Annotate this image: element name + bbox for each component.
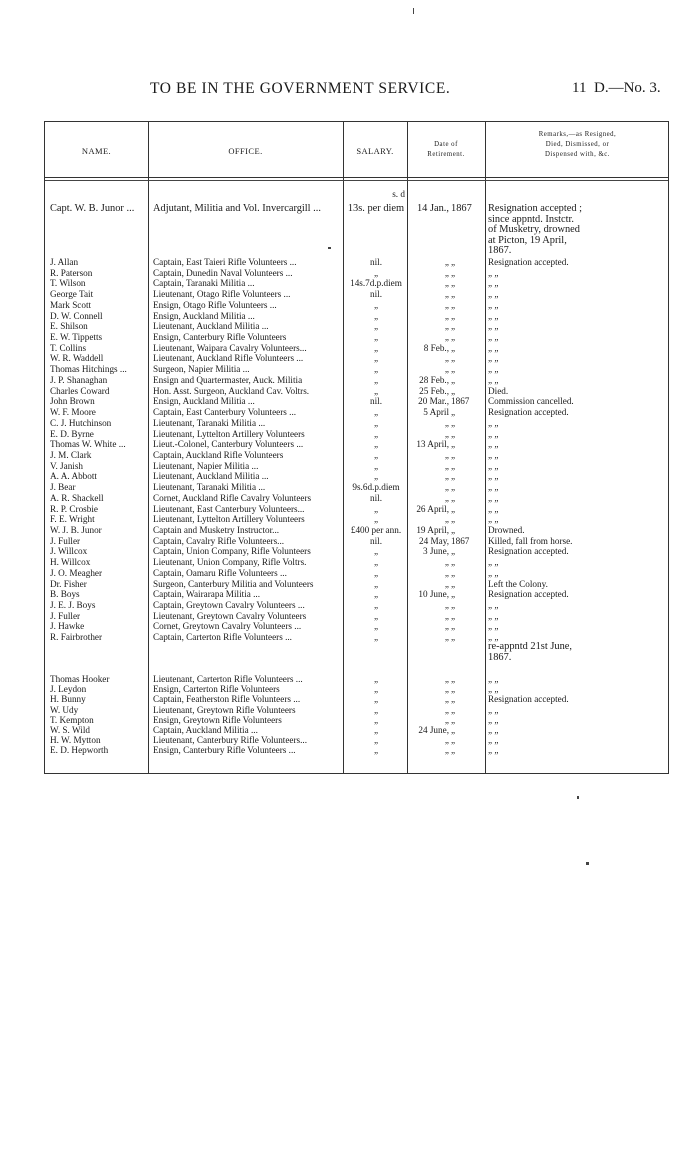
row-office: Lieutenant, Otago Rifle Volunteers ... xyxy=(153,289,291,300)
row-office: Captain, Taranaki Militia ... xyxy=(153,278,255,289)
row-name: J. Leydon xyxy=(50,684,87,695)
row-date-month: „ xyxy=(451,492,456,503)
first-entry-salary: 13s. per diem xyxy=(347,203,405,214)
row-remark: „ „ xyxy=(488,714,499,725)
row-office: Surgeon, Canterbury Militia and Volunteers xyxy=(153,578,314,589)
scan-mark xyxy=(586,862,589,865)
row-salary: „ xyxy=(373,674,379,684)
row-date-day: 24 May, xyxy=(418,535,449,546)
row-date-month: „ xyxy=(451,471,456,482)
row-office: Lieutenant, Lyttelton Artillery Volunteers xyxy=(153,514,305,525)
row-date-month: „ xyxy=(451,385,456,396)
row-salary: „ xyxy=(373,735,379,746)
row-name: D. W. Connell xyxy=(50,310,103,321)
row-salary: „ xyxy=(373,321,379,332)
row-date-month: „ xyxy=(451,428,456,439)
row-date-day: „ xyxy=(444,482,449,493)
column-header-salary: SALARY. xyxy=(356,146,394,156)
remark-line: 1867. xyxy=(488,245,512,256)
row-remark: „ „ xyxy=(488,482,499,493)
first-entry-remarks xyxy=(488,204,582,257)
row-date-month: „ xyxy=(451,684,456,695)
row-office: Captain, East Canterbury Volunteers ... xyxy=(153,407,297,418)
row-remark: Left the Colony. xyxy=(488,578,548,589)
row-salary: „ xyxy=(373,567,379,578)
row-date-month: „ xyxy=(451,289,456,300)
row-date-day: „ xyxy=(444,714,449,725)
row-office: Ensign, Otago Rifle Volunteers ... xyxy=(153,299,277,310)
row-salary: „ xyxy=(373,514,379,525)
row-date-day: „ xyxy=(444,567,449,578)
row-salary: „ xyxy=(373,385,379,396)
row-date-month: „ xyxy=(451,735,456,746)
row-office: Ensign, Auckland Militia ... xyxy=(153,396,255,407)
row-name: H. Willcox xyxy=(50,557,91,568)
row-name: J. Bear xyxy=(50,482,76,493)
row-date-month: „ xyxy=(451,632,456,643)
row-office: Lieutenant, Lyttelton Artillery Volunteers xyxy=(153,428,305,439)
remark-line: re-appntd 21st June, xyxy=(488,641,572,653)
row-date-day: „ xyxy=(444,353,449,364)
row-remark: „ „ xyxy=(488,471,499,482)
row-name: J. P. Shanaghan xyxy=(50,374,108,385)
row-date-month: „ xyxy=(451,589,456,600)
row-date-day: „ xyxy=(444,600,449,611)
remark-line: of Musketry, drowned xyxy=(488,224,580,235)
row-date-month: „ xyxy=(451,725,456,735)
column-header-name: NAME. xyxy=(81,146,112,156)
first-entry-day: 14 Jan., xyxy=(416,203,449,214)
row-name: J. Hawke xyxy=(50,621,85,632)
row-date-month: „ xyxy=(451,278,456,289)
row-remark: „ „ xyxy=(488,332,499,343)
row-salary: nil. xyxy=(370,535,382,546)
row-office: Surgeon, Napier Militia ... xyxy=(153,364,250,375)
remark-line: 1867. xyxy=(488,651,512,663)
row-date-day: „ xyxy=(444,332,449,343)
row-remark: „ „ xyxy=(488,428,499,439)
row-date-month: „ xyxy=(451,332,456,343)
row-date-month: „ xyxy=(451,299,456,310)
row-salary: nil. xyxy=(370,492,382,503)
row-salary: nil. xyxy=(370,289,382,300)
page-title: TO BE IN THE GOVERNMENT SERVICE. xyxy=(150,80,451,97)
row-salary: „ xyxy=(373,310,379,321)
row-date-day: 24 June, xyxy=(418,725,449,735)
row-name: B. Boys xyxy=(50,589,80,600)
row-name: R. Paterson xyxy=(50,267,93,278)
row-office: Lieutenant, Canterbury Rifle Volunteers... xyxy=(153,735,308,746)
row-name: J. Fuller xyxy=(50,610,81,621)
row-date-month: „ xyxy=(451,694,456,705)
row-name: Mark Scott xyxy=(50,299,92,310)
row-date-day: „ xyxy=(444,321,449,332)
row-date-month: „ xyxy=(451,321,456,332)
row-office: Lieutenant, Union Company, Rifle Voltrs. xyxy=(153,557,307,568)
row-salary: „ xyxy=(373,417,379,428)
row-date-month: „ xyxy=(451,449,456,460)
row-salary: „ xyxy=(373,299,379,310)
row-salary: „ xyxy=(373,428,379,439)
row-salary: „ xyxy=(373,332,379,343)
row-name: John Brown xyxy=(50,396,95,407)
row-name: Charles Coward xyxy=(50,385,110,396)
row-date-month: „ xyxy=(451,621,456,632)
row-date-day: „ xyxy=(444,578,449,589)
row-salary: „ xyxy=(373,578,379,589)
row-date-day: „ xyxy=(444,694,449,705)
row-salary: nil. xyxy=(370,396,382,407)
row-salary: „ xyxy=(373,546,379,557)
row-office: Lieutenant, Auckland Rifle Volunteers ... xyxy=(153,353,304,364)
row-salary: „ xyxy=(373,342,379,353)
row-date-month: „ xyxy=(451,514,456,525)
row-office: Captain, Featherston Rifle Volunteers ... xyxy=(153,694,301,705)
column-header-remarks-line2: Died, Dismissed, or xyxy=(545,141,610,148)
row-office: Captain, Union Company, Rifle Volunteers xyxy=(153,546,311,557)
row-name: J. Fuller xyxy=(50,535,81,546)
row-date-month: „ xyxy=(451,257,456,267)
row-name: J. Willcox xyxy=(50,546,88,557)
row-salary: „ xyxy=(373,632,379,643)
row-date-month: „ xyxy=(451,745,456,756)
row-office: Captain, Greytown Cavalry Volunteers ... xyxy=(153,600,305,611)
row-remark: Resignation accepted. xyxy=(488,546,569,557)
row-salary: £400 per ann. xyxy=(350,525,402,535)
row-office: Captain and Musketry Instructor... xyxy=(153,525,280,535)
row-date-day: „ xyxy=(444,257,449,267)
row-office: Ensign, Auckland Militia ... xyxy=(153,310,255,321)
row-remark: „ „ xyxy=(488,725,499,735)
row-remark: Resignation accepted. xyxy=(488,407,569,418)
row-date-month: „ xyxy=(451,557,456,568)
row-remark: „ „ xyxy=(488,704,499,715)
row-office: Lieutenant, Greytown Cavalry Volunteers xyxy=(153,610,307,621)
row-remark: „ „ xyxy=(488,503,499,514)
row-date-month: „ xyxy=(451,503,456,514)
row-date-month: „ xyxy=(451,578,456,589)
row-date-day: 13 April, xyxy=(416,439,449,450)
row-date-day: „ xyxy=(444,735,449,746)
row-date-day: „ xyxy=(444,278,449,289)
row-remark: „ „ xyxy=(488,374,499,385)
row-salary: „ xyxy=(373,460,379,471)
row-salary: „ xyxy=(373,684,379,695)
row-name: A. A. Abbott xyxy=(50,471,97,482)
row-remark: „ „ xyxy=(488,735,499,746)
row-name: W. F. Moore xyxy=(50,407,96,418)
row-salary: „ xyxy=(373,694,379,705)
first-entry-name: Capt. W. B. Junor ... xyxy=(50,203,135,214)
row-date-day: 26 April, xyxy=(416,503,449,514)
row-name: W. R. Waddell xyxy=(50,353,104,364)
row-office: Ensign, Canterbury Rifle Volunteers xyxy=(153,332,287,343)
row-name: W. Udy xyxy=(50,704,79,715)
row-office: Captain, Wairarapa Militia ... xyxy=(153,589,261,600)
row-date-day: „ xyxy=(444,557,449,568)
row-date-day: 3 June, xyxy=(422,546,449,557)
row-salary: „ xyxy=(373,557,379,568)
row-office: Lieutenant, Greytown Rifle Volunteers xyxy=(153,704,296,715)
row-remark: „ „ xyxy=(488,353,499,364)
row-date-day: „ xyxy=(444,621,449,632)
row-office: Captain, Oamaru Rifle Volunteers ... xyxy=(153,567,287,578)
row-name: J. E. J. Boys xyxy=(50,600,96,611)
remark-line: since appntd. Instctr. xyxy=(488,213,574,225)
column-header-office: OFFICE. xyxy=(228,146,263,156)
row-salary: „ xyxy=(373,407,379,418)
row-date-month: „ xyxy=(451,460,456,471)
row-name: F. E. Wright xyxy=(50,514,95,525)
row-remark: „ „ xyxy=(488,567,499,578)
row-office: Ensign and Quartermaster, Auck. Militia xyxy=(153,374,303,385)
row-remark: „ „ xyxy=(488,610,499,621)
row-remark: „ „ xyxy=(488,417,499,428)
row-name: T. Wilson xyxy=(50,278,86,289)
row-date-month: „ xyxy=(451,674,456,684)
row-office: Lieut.-Colonel, Canterbury Volunteers ... xyxy=(153,439,304,450)
row-salary: „ xyxy=(373,471,379,482)
row-name: R. P. Crosbie xyxy=(50,503,98,514)
row-remark: Commission cancelled. xyxy=(488,396,574,407)
row-salary: „ xyxy=(373,353,379,364)
row-salary: „ xyxy=(373,439,379,450)
row-date-month: „ xyxy=(451,342,456,353)
row-remark: „ „ xyxy=(488,600,499,611)
row-date-day: „ xyxy=(444,428,449,439)
row-remark: „ „ xyxy=(488,514,499,525)
row-salary: 14s.7d.p.diem xyxy=(350,278,402,289)
column-header-date xyxy=(407,140,485,160)
row-date-day: „ xyxy=(444,492,449,503)
row-name: George Tait xyxy=(50,289,94,300)
row-office: Lieutenant, Carterton Rifle Volunteers ... xyxy=(153,674,303,684)
row-date-day: 5 April xyxy=(423,407,449,418)
page-number: 11 xyxy=(572,80,587,96)
row-name: J. M. Clark xyxy=(50,449,92,460)
row-date-month: „ xyxy=(451,525,456,535)
page-header xyxy=(0,80,700,104)
row-remark: „ „ xyxy=(488,299,499,310)
row-date-day: „ xyxy=(444,449,449,460)
row-salary: nil. xyxy=(370,257,382,267)
fairbrother-remark xyxy=(488,642,572,663)
row-name: T. Kempton xyxy=(50,714,94,725)
row-salary: 9s.6d.p.diem xyxy=(352,482,400,493)
row-remark: „ „ xyxy=(488,621,499,632)
row-date-month: „ xyxy=(451,600,456,611)
row-remark: Died. xyxy=(488,385,509,396)
row-date-day: 25 Feb., xyxy=(419,385,449,396)
row-date-month: „ xyxy=(451,567,456,578)
row-office: Lieutenant, Auckland Militia ... xyxy=(153,471,269,482)
row-date-day: „ xyxy=(444,632,449,643)
row-remark: „ „ xyxy=(488,267,499,278)
row-date-day: „ xyxy=(444,310,449,321)
row-remark: „ „ xyxy=(488,492,499,503)
first-entry-office: Adjutant, Militia and Vol. Invercargill ... xyxy=(153,203,321,214)
row-name: E. D. Byrne xyxy=(50,428,94,439)
row-office: Captain, Cavalry Rifle Volunteers... xyxy=(153,535,285,546)
remark-line: at Picton, 19 April, xyxy=(488,234,567,246)
row-name: A. R. Shackell xyxy=(50,492,104,503)
row-date-month: „ xyxy=(451,407,456,418)
row-office: Lieutenant, Napier Militia ... xyxy=(153,460,259,471)
remark-line: Resignation accepted ; xyxy=(488,203,583,214)
row-name: Thomas W. White ... xyxy=(50,439,126,450)
row-date-day: „ xyxy=(444,267,449,278)
row-date-month: „ xyxy=(451,439,456,450)
row-date-day: 10 June, xyxy=(418,589,449,600)
row-date-month: „ xyxy=(451,364,456,375)
row-name: E. D. Hepworth xyxy=(50,745,109,756)
row-date-month: „ xyxy=(451,610,456,621)
row-office: Cornet, Greytown Cavalry Volunteers ... xyxy=(153,621,302,632)
row-date-day: „ xyxy=(444,514,449,525)
row-name: T. Collins xyxy=(50,342,87,353)
row-date-month: „ xyxy=(451,353,456,364)
row-date-day: 20 Mar., xyxy=(418,396,449,407)
row-salary: „ xyxy=(373,725,379,735)
row-date-month: „ xyxy=(451,267,456,278)
row-date-day: „ xyxy=(444,289,449,300)
column-header-remarks-line3: Dispensed with, &c. xyxy=(544,151,610,158)
row-remark: Resignation accepted. xyxy=(488,257,569,267)
row-name: R. Fairbrother xyxy=(50,632,103,643)
row-name: Thomas Hooker xyxy=(50,674,110,684)
row-remark: Resignation accepted. xyxy=(488,589,569,600)
column-header-date-line1: Date of xyxy=(434,141,458,148)
row-office: Ensign, Canterbury Rifle Volunteers ... xyxy=(153,745,296,756)
document-reference: D.—No. 3. xyxy=(594,80,661,96)
row-remark: Killed, fall from horse. xyxy=(488,535,573,546)
row-date-month: „ xyxy=(451,417,456,428)
row-date-day: 8 Feb., xyxy=(423,342,449,353)
row-date-day: 19 April, xyxy=(416,525,449,535)
row-remark: „ „ xyxy=(488,449,499,460)
row-salary: „ xyxy=(373,610,379,621)
row-remark: „ „ xyxy=(488,364,499,375)
salary-unit-label: s. d xyxy=(392,189,405,199)
row-salary: „ xyxy=(373,589,379,600)
row-remark: „ „ xyxy=(488,321,499,332)
row-date-month: „ xyxy=(451,374,456,385)
row-office: Ensign, Carterton Rifle Volunteers xyxy=(153,684,280,695)
row-salary: „ xyxy=(373,714,379,725)
row-office: Captain, East Taieri Rifle Volunteers ... xyxy=(153,257,297,267)
row-salary: „ xyxy=(373,364,379,375)
row-date-day: „ xyxy=(444,704,449,715)
row-remark: Drowned. xyxy=(488,525,525,535)
row-remark: „ „ xyxy=(488,632,499,643)
row-date-day: „ xyxy=(444,299,449,310)
column-header-remarks-line1: Remarks,—as Resigned, xyxy=(538,131,617,138)
first-entry-year: 1867 xyxy=(451,203,472,214)
row-name: E. W. Tippetts xyxy=(50,332,103,343)
row-date-month: „ xyxy=(451,482,456,493)
row-office: Lieutenant, Taranaki Militia ... xyxy=(153,417,266,428)
row-remark: „ „ xyxy=(488,289,499,300)
row-remark: „ „ xyxy=(488,557,499,568)
scan-mark xyxy=(577,796,579,799)
row-remark: „ „ xyxy=(488,684,499,695)
row-remark: „ „ xyxy=(488,439,499,450)
row-office: Captain, Carterton Rifle Volunteers ... xyxy=(153,632,292,643)
row-name: Dr. Fisher xyxy=(50,578,87,589)
row-name: W. S. Wild xyxy=(50,725,90,735)
row-date-day: „ xyxy=(444,460,449,471)
row-salary: „ xyxy=(373,374,379,385)
row-office: Lieutenant, Taranaki Militia ... xyxy=(153,482,266,493)
retirement-table xyxy=(44,121,669,774)
row-office: Hon. Asst. Surgeon, Auckland Cav. Voltrs. xyxy=(153,385,310,396)
row-date-day: „ xyxy=(444,684,449,695)
row-name: H. W. Mytton xyxy=(50,735,101,746)
row-name: C. J. Hutchinson xyxy=(50,417,112,428)
row-name: W. J. B. Junor xyxy=(50,525,102,535)
row-remark: „ „ xyxy=(488,278,499,289)
row-office: Ensign, Greytown Rifle Volunteers xyxy=(153,714,282,725)
row-office: Lieutenant, East Canterbury Volunteers... xyxy=(153,503,305,514)
row-salary: „ xyxy=(373,503,379,514)
row-date-day: „ xyxy=(444,745,449,756)
row-office: Captain, Auckland Militia ... xyxy=(153,725,258,735)
row-name: V. Janish xyxy=(50,460,84,471)
row-date-day: „ xyxy=(444,417,449,428)
scan-mark xyxy=(413,8,414,14)
row-name: J. Allan xyxy=(50,257,79,267)
row-date-month: „ xyxy=(451,714,456,725)
row-remark: „ „ xyxy=(488,745,499,756)
row-salary: „ xyxy=(373,449,379,460)
row-date-day: „ xyxy=(444,364,449,375)
row-office: Lieutenant, Auckland Militia ... xyxy=(153,321,269,332)
row-salary: „ xyxy=(373,745,379,756)
row-date-day: „ xyxy=(444,674,449,684)
row-office: Captain, Dunedin Naval Volunteers ... xyxy=(153,267,293,278)
row-date-day: „ xyxy=(444,610,449,621)
column-header-date-line2: Retirement. xyxy=(427,151,465,158)
row-remark: „ „ xyxy=(488,460,499,471)
row-date-month: „ xyxy=(451,704,456,715)
column-header-remarks xyxy=(485,130,670,160)
row-remark: „ „ xyxy=(488,342,499,353)
row-date-day: „ xyxy=(444,471,449,482)
row-name: E. Shilson xyxy=(50,321,88,332)
row-date-month: „ xyxy=(451,310,456,321)
row-date-month: 1867 xyxy=(451,535,470,546)
row-name: H. Bunny xyxy=(50,694,86,705)
row-salary: „ xyxy=(373,267,379,278)
row-salary: „ xyxy=(373,600,379,611)
row-salary: „ xyxy=(373,704,379,715)
row-remark: Resignation accepted. xyxy=(488,694,569,705)
row-remark: „ „ xyxy=(488,310,499,321)
row-name: J. O. Meagher xyxy=(50,567,103,578)
row-salary: „ xyxy=(373,621,379,632)
row-remark: „ „ xyxy=(488,674,499,684)
row-name: Thomas Hitchings ... xyxy=(50,364,127,375)
row-date-month: 1867 xyxy=(451,396,470,407)
row-date-day: 28 Feb., xyxy=(419,374,449,385)
row-office: Lieutenant, Waipara Cavalry Volunteers... xyxy=(153,342,307,353)
row-office: Cornet, Auckland Rifle Cavalry Volunteers xyxy=(153,492,312,503)
row-office: Captain, Auckland Rifle Volunteers xyxy=(153,449,284,460)
row-date-month: „ xyxy=(451,546,456,557)
